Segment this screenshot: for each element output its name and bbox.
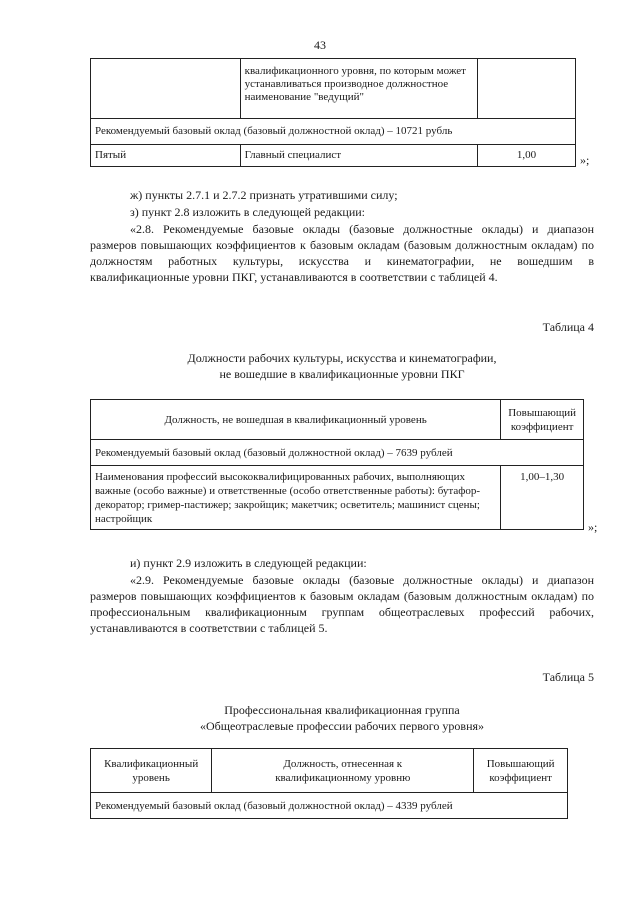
table-row [91,119,576,145]
header-level: Квалификационный уровень [91,749,212,793]
table-row [91,145,576,167]
table-row [91,466,584,530]
table5-title-line2: «Общеотраслевые профессии рабочих первого уровня» [199,719,485,733]
paragraph-i: и) пункт 2.9 изложить в следующей редакции: [130,556,367,570]
page-number: 43 [314,38,326,52]
table-header-row [91,749,568,793]
table5-title-line1: Профессиональная квалификационная группа [224,703,460,717]
coefficient: 1,00–1,30 [501,466,584,530]
paragraph-2-9: «2.9. Рекомендуемые базовые оклады (базовые должностные оклады) и диапазон размеров повышающих коэффициентов к базовым окладам (базовым должностным окладам) по профессиональным квалификационным группам общеотраслевых профессий рабочих, устанавливаются в соответствии с таблицей 5. [90,573,594,635]
quote-close: »; [588,520,598,534]
table-continuation [90,58,576,167]
table4-label: Таблица 4 [542,320,594,334]
table-5 [90,748,568,819]
header-coefficient: Повышающий коэффициент [501,400,584,440]
salary-row: Рекомендуемый базовый оклад (базовый должностной оклад) – 7639 рублей [91,440,584,466]
table4-title-line1: Должности рабочих культуры, искусства и кинематографии, [187,351,497,365]
table5-label: Таблица 5 [542,670,594,684]
qualification-level: Пятый [91,145,241,167]
quote-close: »; [580,153,590,167]
header-position: Должность, не вошедшая в квалификационный уровень [91,400,501,440]
table-cell [91,59,241,119]
table-4 [90,399,584,530]
header-coefficient: Повышающий коэффициент [474,749,568,793]
table-cell: квалификационного уровня, по которым может устанавливаться производное должностное наименование "ведущий" [240,59,477,119]
position-name: Главный специалист [240,145,477,167]
paragraph-z: з) пункт 2.8 изложить в следующей редакции: [130,205,366,219]
table-row [91,59,576,119]
position-name: Наименования профессий высококвалифицированных рабочих, выполняющих важные (особо важные) и ответственные (особо ответственные работы): бутафор-декоратор; гример-пастижер; закройщик; макетчик; осветитель; машинист сцены; настройщик [91,466,501,530]
salary-row: Рекомендуемый базовый оклад (базовый должностной оклад) – 10721 рубль [91,119,576,145]
header-position: Должность, отнесенная к квалификационному уровню [212,749,474,793]
coefficient: 1,00 [477,145,575,167]
paragraph-2-8: «2.8. Рекомендуемые базовые оклады (базовые должностные оклады) и диапазон размеров повышающих коэффициентов к базовым окладам (базовым должностным окладам) по должностям работных культуры, искусства и кинематографии, не вошедшим в квалификационные уровни ПКГ, устанавливаются в соответствии с таблицей 4. [90,222,594,284]
table-row [91,793,568,819]
table-header-row [91,400,584,440]
table-row [91,440,584,466]
table4-title-line2: не вошедшие в квалификационные уровни ПКГ [219,367,465,381]
salary-row: Рекомендуемый базовый оклад (базовый должностной оклад) – 4339 рублей [91,793,568,819]
table-cell [477,59,575,119]
paragraph-zh: ж) пункты 2.7.1 и 2.7.2 признать утратившими силу; [130,188,398,202]
